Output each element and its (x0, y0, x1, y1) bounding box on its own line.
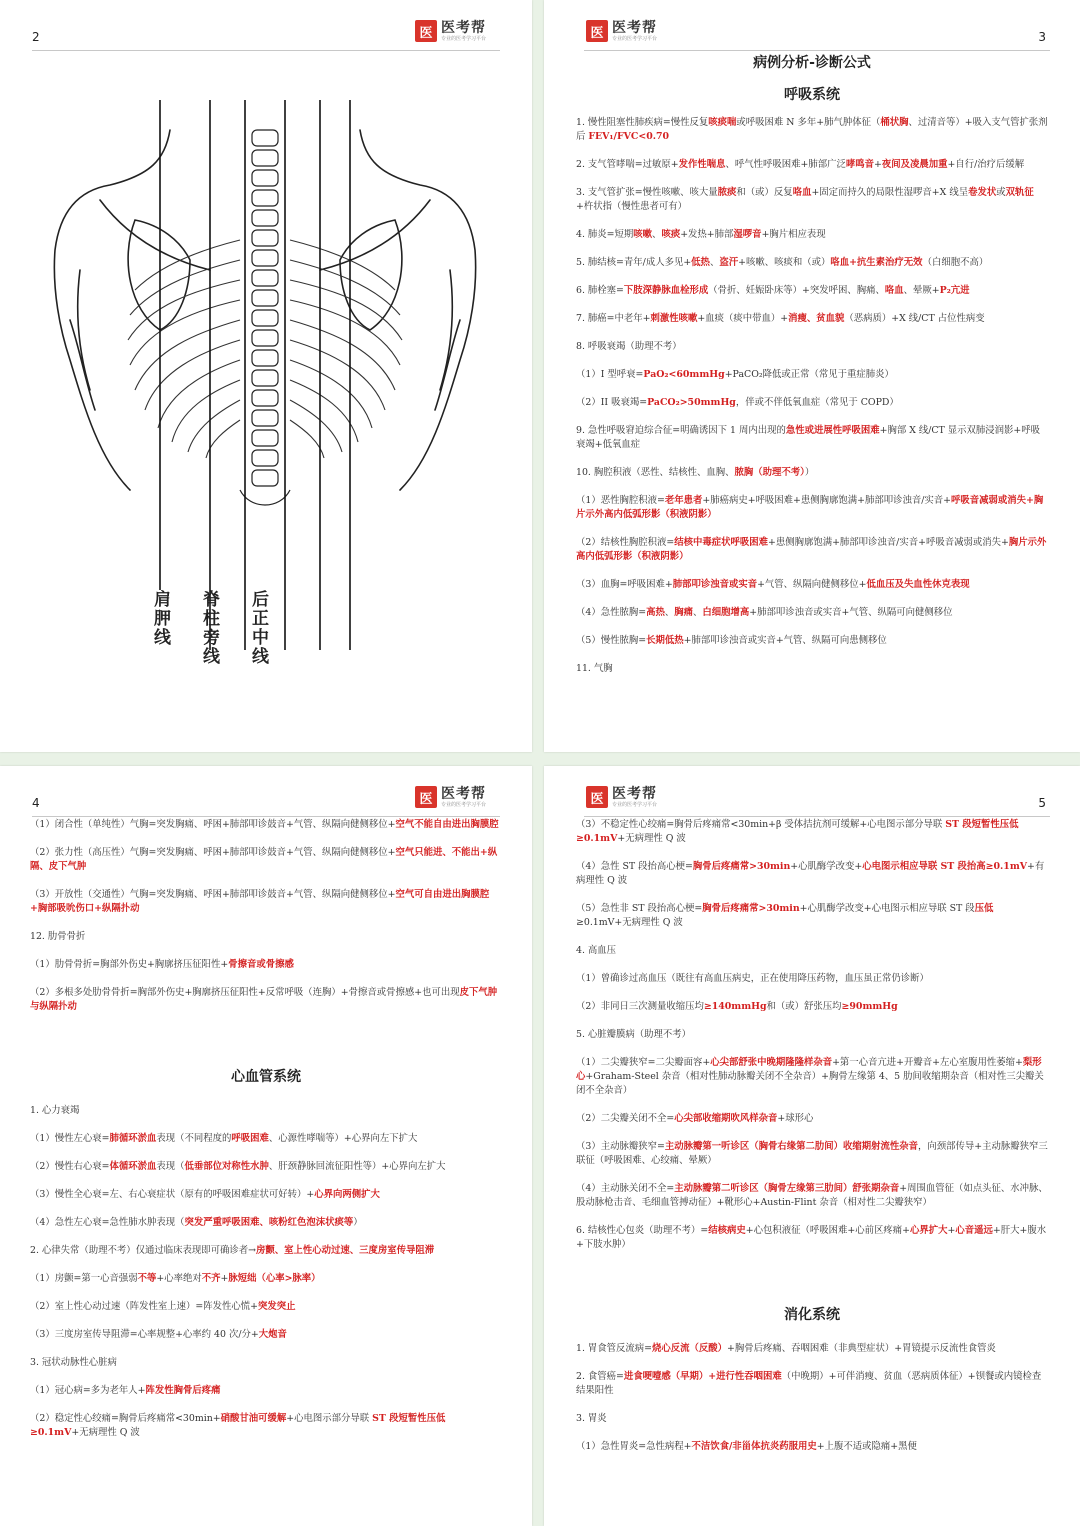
brand-logo (586, 786, 657, 808)
left-body-outline (54, 130, 170, 490)
item-text: 7. 肺癌=中老年+ (576, 313, 651, 324)
item-text: +患侧胸廓饱满+肺部叩诊浊音/实音+呼吸音减弱或消失+ (767, 537, 1009, 548)
highlight-text: 咯血 (884, 285, 904, 296)
item-text: +周围血管征（如点头征、水冲脉、股动脉枪击音、毛细血管搏动征）+靴形心+Austin-Flint 杂音（相对性二尖瓣狭窄） (576, 1183, 1048, 1208)
item-text: +血痰（痰中带血）+ (697, 313, 789, 324)
brand-name: 医考帮 (441, 785, 486, 802)
item-text: 12. 肋骨骨折 (30, 931, 86, 942)
highlight-text: 体循环淤血 (109, 1161, 157, 1172)
highlight-text: 呼吸音减弱或消失+胸片示外高内低弧形影（积液阴影） (576, 495, 1044, 520)
item-text: （2）II 吸衰竭= (576, 397, 648, 408)
item-text: 、晕厥+ (903, 285, 940, 296)
item-text: 表现（不同程度的 (156, 1133, 232, 1144)
highlight-text: P₂亢进 (939, 285, 970, 296)
item-text: +有病理性 Q 波 (576, 861, 1045, 886)
highlight-text: 房颤、室上性心动过速、三度房室传导阻滞 (256, 1245, 435, 1256)
highlight-text: 骨擦音或骨擦感 (228, 959, 294, 970)
list-item (576, 116, 1048, 144)
list-item (576, 536, 1048, 564)
item-text: +发热+肺部 (680, 229, 734, 240)
item-text: +肝大+腹水+下肢水肿） (576, 1225, 1047, 1250)
item-text: （3）三度房室传导阻滞=心率规整+心率约 40 次/分+ (30, 1329, 259, 1340)
highlight-text: 脓痰 (717, 187, 737, 198)
page-number: 4 (32, 796, 40, 810)
brand-slogan: 专业的医考学习平台 (441, 35, 487, 42)
highlight-text: 心尖部舒张中晚期隆隆样杂音 (710, 1057, 833, 1068)
brand-mark: 医 (586, 786, 608, 808)
highlight-text: 下肢深静脉血栓形成 (623, 285, 709, 296)
list-item (30, 1188, 502, 1202)
highlight-text: 夜间及凌晨加重 (881, 159, 948, 170)
list-item (30, 846, 502, 874)
right-clavicle (320, 200, 430, 270)
list-item (30, 1356, 502, 1370)
label-scapular-line: 肩胛线 (150, 590, 170, 647)
item-text: （1）急性胃炎=急性病程+ (576, 1441, 692, 1452)
highlight-text: 不齐 (201, 1273, 221, 1284)
highlight-text: 突发严重呼吸困难、咳粉红色泡沫状痰等 (184, 1217, 354, 1228)
brand-mark: 医 (415, 20, 437, 42)
item-text: 和（或）舒张压均 (766, 1001, 842, 1012)
right-ribs (290, 240, 402, 458)
highlight-text: 湿啰音 (733, 229, 762, 240)
list-item (576, 312, 1048, 326)
highlight-text: 低热 (691, 257, 710, 268)
item-text: 2. 心律失常（助理不考）仅通过临床表现即可确诊者→ (30, 1245, 257, 1256)
item-text: 6. 结核性心包炎（助理不考）= (576, 1225, 709, 1236)
highlight-text: 胸片示外高内低弧形影（积液阴影） (576, 537, 1047, 562)
item-text: 9. 急性呼吸窘迫综合征=明确诱因下 1 周内出现的 (576, 425, 786, 436)
highlight-text: 刺激性咳嗽 (650, 313, 698, 324)
list-item (576, 1412, 1048, 1426)
page-4 (0, 766, 532, 1526)
list-item (576, 368, 1048, 382)
item-text: 3. 冠状动脉性心脏病 (30, 1357, 117, 1368)
item-text: ，伴或不伴低氧血症（常见于 COPD） (735, 397, 899, 408)
highlight-text: 梨形心 (576, 1057, 1042, 1082)
header-divider (584, 816, 1050, 817)
list-item (576, 1140, 1048, 1168)
item-text: （2）稳定性心绞痛=胸骨后疼痛常<30min+ (30, 1413, 221, 1424)
list-item (576, 158, 1048, 172)
highlight-text: 盗汗 (719, 257, 739, 268)
item-text: 5. 肺结核=青年/成人多见+ (576, 257, 692, 268)
brand-name: 医考帮 (441, 19, 486, 36)
highlight-text: 老年患者 (664, 495, 703, 506)
list-item (576, 1370, 1048, 1398)
item-text: （2）张力性（高压性）气胸=突发胸痛、呼困+肺部叩诊鼓音+气管、纵隔向健侧移位+ (30, 847, 396, 858)
list-item (30, 986, 502, 1014)
highlight-text: 不洁饮食/非甾体抗炎药服用史 (691, 1441, 817, 1452)
highlight-text: 白细胞增高 (702, 607, 750, 618)
highlight-text: 肺部叩诊浊音或实音 (672, 579, 758, 590)
item-text: ，向颈部传导+主动脉瓣狭窄三联征（呼吸困难、心绞痛、晕厥） (576, 1141, 1048, 1166)
respiratory-list (576, 116, 1048, 676)
highlight-text: 结核中毒症状呼吸困难 (674, 537, 768, 548)
list-item (576, 228, 1048, 242)
highlight-text: 心电图示相应导联 ST 段抬高≥0.1mV (862, 861, 1028, 872)
item-text: 1. 心力衰竭 (30, 1105, 80, 1116)
header-divider (32, 50, 500, 51)
highlight-text: ST 段短暂性压低≥0.1mV (30, 1413, 446, 1438)
item-text: +杵状指（慢性患者可有） (576, 201, 687, 212)
list-item (30, 958, 502, 972)
list-item (576, 424, 1048, 452)
item-text: （5）急性非 ST 段抬高心梗= (576, 903, 703, 914)
list-item (30, 888, 502, 916)
highlight-text: 脓胸 (734, 467, 754, 478)
header-divider (584, 50, 1050, 51)
highlight-text: 阵发性胸骨后疼痛 (145, 1385, 221, 1396)
highlight-text: 空气不能自由进出胸膜腔 (395, 819, 499, 830)
brand-mark: 医 (586, 20, 608, 42)
list-item (30, 1244, 502, 1258)
item-text: （1）I 型呼衰= (576, 369, 644, 380)
item-text: +心肌酶学改变+ (790, 861, 863, 872)
item-text: 或呼吸困难 N 多年+肺气肿体征（ (736, 117, 881, 128)
list-item (576, 1440, 1048, 1454)
item-text: 、呼气性呼吸困难+肺部广泛 (725, 159, 846, 170)
digestive-list (576, 1342, 1048, 1454)
list-item (30, 1272, 502, 1286)
page-2 (0, 0, 532, 752)
section-heading-digestive: 消化系统 (784, 1307, 840, 1323)
list-item (576, 860, 1048, 888)
highlight-text: 长期低热 (646, 635, 684, 646)
item-text: +固定而持久的局限性湿啰音+X 线呈 (811, 187, 969, 198)
page-3 (544, 0, 1080, 752)
item-text: （中晚期）+可伴消瘦、贫血（恶病质体征）+钡餐或内镜检查结果阳性 (576, 1371, 1042, 1396)
item-text: 3. 支气管扩张=慢性咳嗽、咳大量 (576, 187, 718, 198)
item-text: +自行/治疗后缓解 (947, 159, 1025, 170)
item-text: 4. 肺炎=短期 (576, 229, 634, 240)
item-text: 10. 胸腔积液（恶性、结核性、血胸、 (576, 467, 735, 478)
item-text: ） (804, 467, 815, 478)
highlight-text: 突发突止 (257, 1301, 296, 1312)
highlight-text: 咯血+抗生素治疗无效 (830, 257, 923, 268)
item-text: +上腹不适或隐痛+黑便 (816, 1441, 917, 1452)
highlight-text: 发作性喘息 (678, 159, 726, 170)
highlight-text: 呼吸困难 (231, 1133, 269, 1144)
highlight-text: 结核病史 (708, 1225, 746, 1236)
list-item (576, 1342, 1048, 1356)
brand-slogan: 专业的医考学习平台 (441, 801, 487, 808)
list-item (576, 1182, 1048, 1210)
brand-name: 医考帮 (612, 785, 657, 802)
list-item (576, 1224, 1048, 1252)
highlight-text: 心尖部收缩期吹风样杂音 (674, 1113, 778, 1124)
item-text: （3）开放性（交通性）气胸=突发胸痛、呼困+肺部叩诊鼓音+气管、纵隔向健侧移位+ (30, 889, 396, 900)
brand-slogan: 专业的医考学习平台 (612, 801, 658, 808)
item-text: +胸部 X 线/CT 显示双肺浸润影+呼吸衰竭+低氧血症 (576, 425, 1041, 450)
item-text: 11. 气胸 (576, 663, 613, 674)
item-text: 、心源性哮喘等）+心界向左下扩大 (268, 1133, 418, 1144)
highlight-text: PaCO₂>50mmHg (647, 397, 736, 408)
right-body-outline (360, 130, 476, 490)
item-text: ） (353, 1217, 363, 1228)
item-text: +第一心音亢进+开瓣音+左心室腹用性萎缩+ (832, 1057, 1023, 1068)
highlight-text: 咯血 (792, 187, 812, 198)
brand-logo (415, 20, 486, 42)
highlight-text: 烧心反流（反酸） (652, 1343, 728, 1354)
highlight-text: 胸痛 (674, 607, 693, 618)
label-paravertebral-line: 脊柱旁线 (199, 590, 219, 666)
list-item (576, 340, 1048, 354)
item-text: 表现（ (156, 1161, 185, 1172)
item-text: （4）急性左心衰=急性肺水肿表现（ (30, 1217, 185, 1228)
list-item (576, 972, 1048, 986)
highlight-text: 主动脉瓣第二听诊区（胸骨左缘第三肋间）舒张期杂音 (674, 1183, 900, 1194)
item-text: 、 (664, 607, 675, 618)
item-text: 、 (709, 257, 720, 268)
page-number: 2 (32, 30, 40, 44)
list-item (30, 1328, 502, 1342)
list-item (30, 930, 502, 944)
item-text: （1）房颤=第一心音强弱 (30, 1273, 138, 1284)
section-heading-cardiovascular: 心血管系统 (231, 1069, 301, 1085)
brand-slogan: 专业的医考学习平台 (612, 35, 658, 42)
item-text: 、 (652, 229, 662, 240)
list-item (576, 634, 1048, 648)
list-item (30, 818, 502, 832)
highlight-text: 脉短绌（心率>脉率） (228, 1273, 321, 1284)
item-text: （1）二尖瓣狭窄=二尖瓣面容+ (576, 1057, 711, 1068)
brand-mark: 医 (415, 786, 437, 808)
list-item (576, 606, 1048, 620)
left-arm (70, 270, 95, 410)
item-text: 2. 支气管哮喘=过敏原+ (576, 159, 679, 170)
section-heading-respiratory: 呼吸系统 (784, 87, 840, 103)
highlight-text: 急性或进展性呼吸困难 (785, 425, 880, 436)
item-text: +胸片相应表现 (761, 229, 826, 240)
item-text: 4. 高血压 (576, 945, 617, 956)
highlight-text: 咳痰喘 (708, 117, 737, 128)
highlight-text: 胸骨后疼痛常>30min (692, 861, 791, 872)
highlight-text: 低垂部位对称性水肿 (184, 1161, 269, 1172)
item-text: +心率绝对 (156, 1273, 202, 1284)
highlight-text: 双轨征 (1005, 187, 1034, 198)
item-text: + (874, 159, 882, 170)
item-text: （2）多根多处肋骨骨折=胸部外伤史+胸廓挤压征阳性+反常呼吸（连胸）+骨擦音或骨擦感+也可出现 (30, 987, 460, 998)
item-text: （2）室上性心动过速（阵发性室上速）=阵发性心慌+ (30, 1301, 258, 1312)
item-text: （2）慢性右心衰= (30, 1161, 110, 1172)
list-item (576, 944, 1048, 958)
item-text: （5）慢性脓胸= (576, 635, 647, 646)
list-item (30, 1384, 502, 1398)
highlight-text: 卷发状 (968, 187, 997, 198)
item-text: （1）恶性胸腔积液= (576, 495, 665, 506)
reference-lines (160, 100, 350, 650)
item-text: （2）非同日三次测量收缩压均 (576, 1001, 704, 1012)
highlight-text: 压低 (974, 903, 994, 914)
list-item (576, 1028, 1048, 1042)
highlight-text: （助理不考） (753, 467, 805, 478)
item-text: +球形心 (777, 1113, 814, 1124)
highlight-text: PaO₂<60mmHg (643, 369, 725, 380)
page-5 (544, 766, 1080, 1526)
thoracic-list (30, 818, 502, 1014)
list-item (576, 818, 1048, 846)
page-number: 5 (1038, 796, 1046, 810)
highlight-text: ≥140mmHg (703, 1001, 767, 1012)
highlight-text: ≥90mmHg (841, 1001, 898, 1012)
list-item (576, 578, 1048, 592)
item-text: +肺部叩诊浊音或实音+气管、纵隔可向患侧移位 (683, 635, 887, 646)
item-text: 、过清音等）+吸入支气管扩张剂后 (576, 117, 1048, 142)
right-arm (435, 270, 460, 410)
highlight-text: 低血压及失血性休克表现 (866, 579, 970, 590)
item-text: +气管、纵隔向健侧移位+ (757, 579, 867, 590)
list-item (30, 1104, 502, 1118)
page-title: 病例分析-诊断公式 (753, 55, 871, 71)
highlight-text: 咳嗽 (633, 229, 653, 240)
list-item (30, 1216, 502, 1230)
highlight-text: 咳痰 (661, 229, 681, 240)
spine (240, 130, 290, 505)
highlight-text: 消瘦、贫血貌 (788, 313, 845, 324)
list-item (30, 1412, 502, 1440)
item-text: （3）不稳定性心绞痛=胸骨后疼痛常<30min+β 受体拮抗剂可缓解+心电图示部分导联 (576, 819, 946, 830)
highlight-text: 皮下气肿与纵隔扑动 (30, 987, 498, 1012)
item-text: +Graham-Steel 杂音（相对性肺动脉瓣关闭不全杂音）+胸骨左缘第 4、5 肋间收缩期杂音（相对性三尖瓣关闭不全杂音） (576, 1071, 1044, 1096)
item-text: +胸骨后疼痛、吞咽困难（非典型症状）+胃镜提示反流性食管炎 (727, 1343, 996, 1354)
item-text: + (947, 1225, 956, 1236)
item-text: ≥0.1mV+无病理性 Q 波 (576, 917, 683, 928)
item-text: 3. 胃炎 (576, 1413, 607, 1424)
highlight-text: 高热 (646, 607, 665, 618)
list-item (576, 284, 1048, 298)
item-text: （3）血胸=呼吸困难+ (576, 579, 673, 590)
highlight-text: ST 段短暂性压低≥0.1mV (576, 819, 1019, 844)
item-text: +肺部叩诊浊音或实音+气管、纵隔可向健侧移位 (749, 607, 953, 618)
list-item (576, 466, 1048, 480)
item-text: （骨折、妊娠卧床等）+突发呼困、胸痛、 (708, 285, 885, 296)
header-divider (32, 816, 500, 817)
highlight-text: 心音遥远 (955, 1225, 993, 1236)
list-item (30, 1300, 502, 1314)
item-text: 5. 心脏瓣膜病（助理不考） (576, 1029, 692, 1040)
item-text: （4）主动脉关闭不全= (576, 1183, 675, 1194)
highlight-text: 空气可自由进出胸膜腔+胸部吸吮伤口+纵隔扑动 (30, 889, 490, 914)
item-text: 1. 胃食管反流病= (576, 1343, 653, 1354)
list-item (576, 902, 1048, 930)
brand-name: 医考帮 (612, 19, 657, 36)
item-text: （恶病质）+X 线/CT 占位性病变 (844, 313, 985, 324)
item-text: （4）急性 ST 段抬高心梗= (576, 861, 693, 872)
item-text: （1）慢性左心衰= (30, 1133, 110, 1144)
item-text: +PaCO₂降低或正常（常见于重症肺炎） (724, 369, 894, 380)
highlight-text: 桶状胸 (880, 117, 909, 128)
item-text: +无病理性 Q 波 (71, 1427, 140, 1438)
item-text: （1）闭合性（单纯性）气胸=突发胸痛、呼困+肺部叩诊鼓音+气管、纵隔向健侧移位+ (30, 819, 396, 830)
list-item (576, 1056, 1048, 1098)
highlight-text: 肺循环淤血 (109, 1133, 157, 1144)
item-text: （1）曾确诊过高血压（既往有高血压病史，正在使用降压药物，血压虽正常仍诊断） (576, 973, 929, 984)
item-text: 1. 慢性阻塞性肺疾病=慢性反复 (576, 117, 709, 128)
list-item (576, 186, 1048, 214)
item-text: （1）肋骨骨折=胸部外伤史+胸廓挤压征阳性+ (30, 959, 229, 970)
highlight-text: FEV₁/FVC<0.70 (588, 131, 670, 142)
highlight-text: 空气只能进、不能出+纵隔、皮下气肿 (30, 847, 498, 872)
highlight-text: 心界扩大 (910, 1225, 948, 1236)
item-text: （2）二尖瓣关闭不全= (576, 1113, 675, 1124)
highlight-text: 哮鸣音 (845, 159, 875, 170)
list-item (576, 1112, 1048, 1126)
back-anatomy-figure (40, 90, 510, 690)
highlight-text: 进食哽噎感（早期）+进行性吞咽困难 (623, 1371, 782, 1382)
item-text: （3）慢性全心衰=左、右心衰症状（原有的呼吸困难症状可好转）+ (30, 1189, 315, 1200)
list-item (30, 1132, 502, 1146)
item-text: （3）主动脉瓣狭窄= (576, 1141, 665, 1152)
label-posterior-midline: 后正中线 (248, 590, 268, 666)
brand-logo (586, 20, 657, 42)
item-text: 8. 呼吸衰竭（助理不考） (576, 341, 682, 352)
item-text: 、肝颈静脉回流征阳性等）+心界向左扩大 (268, 1161, 446, 1172)
item-text: +肺癌病史+呼吸困难+患侧胸廓饱满+肺部叩诊浊音/实音+ (702, 495, 952, 506)
item-text: 、 (693, 607, 703, 618)
page-number: 3 (1038, 30, 1046, 44)
cardiovascular-list-continued (576, 818, 1048, 1252)
item-text: 或 (996, 187, 1006, 198)
highlight-text: 硝酸甘油可缓解 (220, 1413, 287, 1424)
item-text: +心电图示部分导联 (286, 1413, 373, 1424)
item-text: +心肌酶学改变+心电图示相应导联 ST 段 (799, 903, 975, 914)
left-ribs (128, 240, 240, 458)
list-item (576, 396, 1048, 410)
item-text: 2. 食管癌= (576, 1371, 624, 1382)
item-text: （4）急性脓胸= (576, 607, 647, 618)
highlight-text: 不等 (137, 1273, 157, 1284)
item-text: + (220, 1273, 229, 1284)
item-text: 6. 肺栓塞= (576, 285, 624, 296)
highlight-text: 胸骨后疼痛常>30min (702, 903, 800, 914)
item-text: （1）冠心病=多为老年人+ (30, 1385, 146, 1396)
list-item (576, 662, 1048, 676)
item-text: +心包积液征（呼吸困难+心前区疼痛+ (745, 1225, 910, 1236)
cardiovascular-list (30, 1104, 502, 1440)
list-item (576, 494, 1048, 522)
brand-logo (415, 786, 486, 808)
list-item (30, 1160, 502, 1174)
list-item (576, 1000, 1048, 1014)
highlight-text: 心界向两侧扩大 (314, 1189, 380, 1200)
item-text: （白细胞不高） (922, 257, 989, 268)
list-item (576, 256, 1048, 270)
left-clavicle (100, 200, 210, 270)
item-text: +无病理性 Q 波 (617, 833, 686, 844)
item-text: +咳嗽、咳痰和（或） (738, 257, 831, 268)
highlight-text: 大炮音 (258, 1329, 287, 1340)
highlight-text: 主动脉瓣第一听诊区（胸骨右缘第二肋间）收缩期射流性杂音 (664, 1141, 918, 1152)
item-text: （2）结核性胸腔积液= (576, 537, 675, 548)
item-text: 和（或）反复 (736, 187, 793, 198)
